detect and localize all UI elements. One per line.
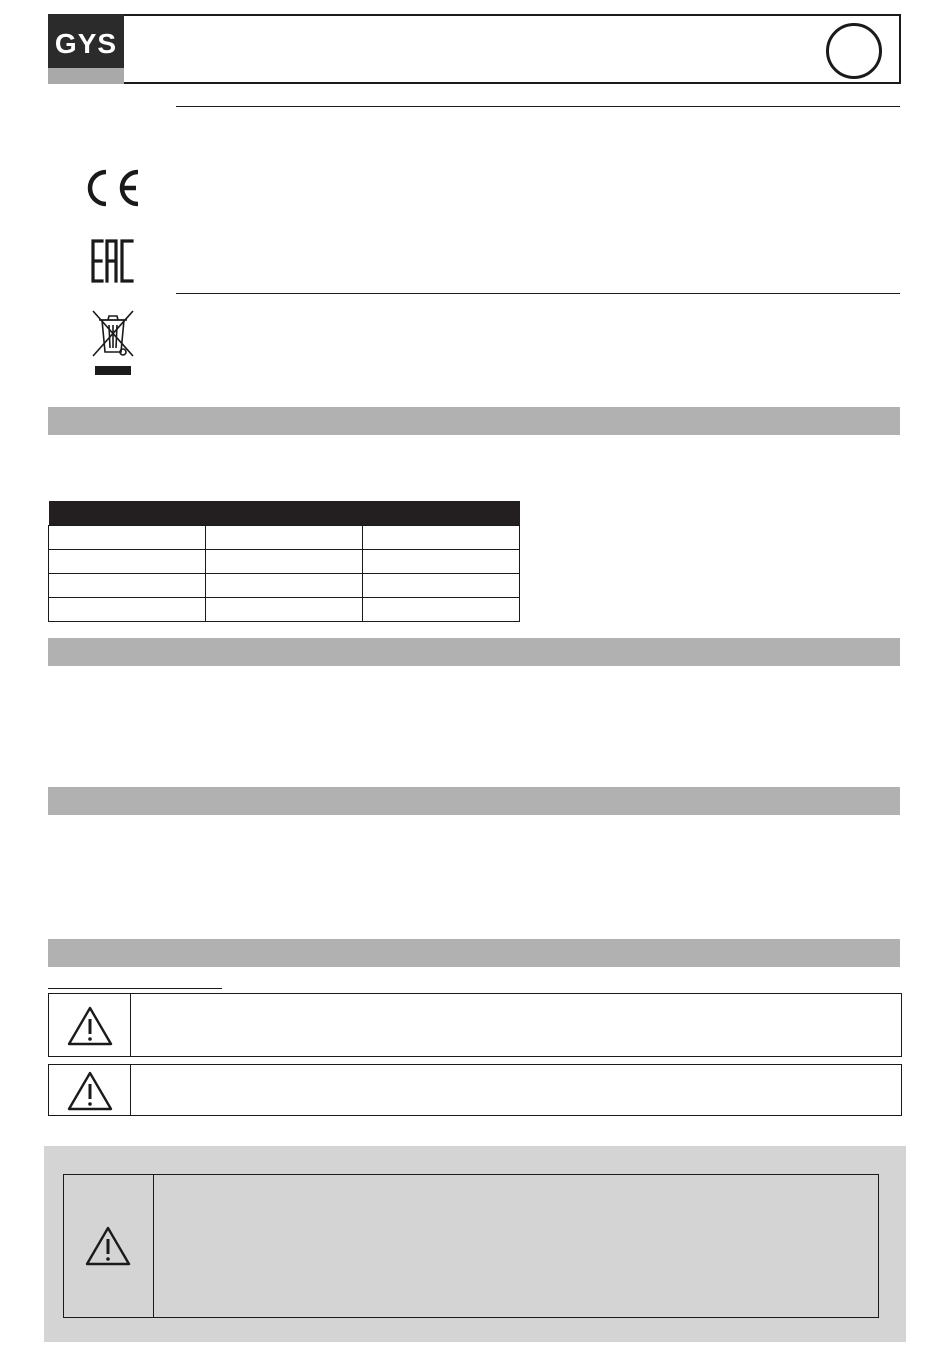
subheading-underline: [48, 988, 222, 989]
spec-table: [48, 501, 520, 622]
spec-table-header-cell: [49, 501, 206, 526]
gys-logo: [48, 14, 124, 84]
table-cell: [206, 526, 363, 550]
section-header-bar-4: [48, 939, 900, 967]
table-cell: [363, 598, 520, 622]
top-rule: [176, 106, 900, 107]
table-cell: [206, 574, 363, 598]
table-row: [49, 526, 520, 550]
eac-mark-icon: [90, 238, 136, 284]
middle-rule: [176, 293, 900, 294]
table-cell: [49, 550, 206, 574]
table-cell: [363, 574, 520, 598]
warning-box-1: [48, 993, 902, 1057]
table-cell: [363, 550, 520, 574]
spec-table-header-row: [49, 501, 520, 526]
table-cell: [49, 526, 206, 550]
table-row: [49, 550, 520, 574]
section-header-bar-3: [48, 787, 900, 815]
spec-table-header-cell: [363, 501, 520, 526]
ce-mark-icon: [80, 166, 144, 210]
table-cell: [49, 574, 206, 598]
language-circle-badge: [826, 23, 882, 79]
warning-triangle-icon: [66, 1070, 114, 1112]
table-cell: [49, 598, 206, 622]
warning-triangle-icon: [66, 1005, 114, 1047]
document-header: [48, 14, 901, 84]
table-row: [49, 574, 520, 598]
section-header-bar-2: [48, 638, 900, 666]
warning-box-2: [48, 1064, 902, 1116]
table-cell: [206, 550, 363, 574]
table-cell: [206, 598, 363, 622]
weee-bin-icon: [88, 308, 138, 378]
table-cell: [363, 526, 520, 550]
table-row: [49, 598, 520, 622]
warning-triangle-icon: [84, 1225, 132, 1267]
section-header-bar-1: [48, 407, 900, 435]
spec-table-header-cell: [206, 501, 363, 526]
notice-box: [63, 1174, 879, 1318]
logo-text: GYS: [54, 28, 118, 59]
